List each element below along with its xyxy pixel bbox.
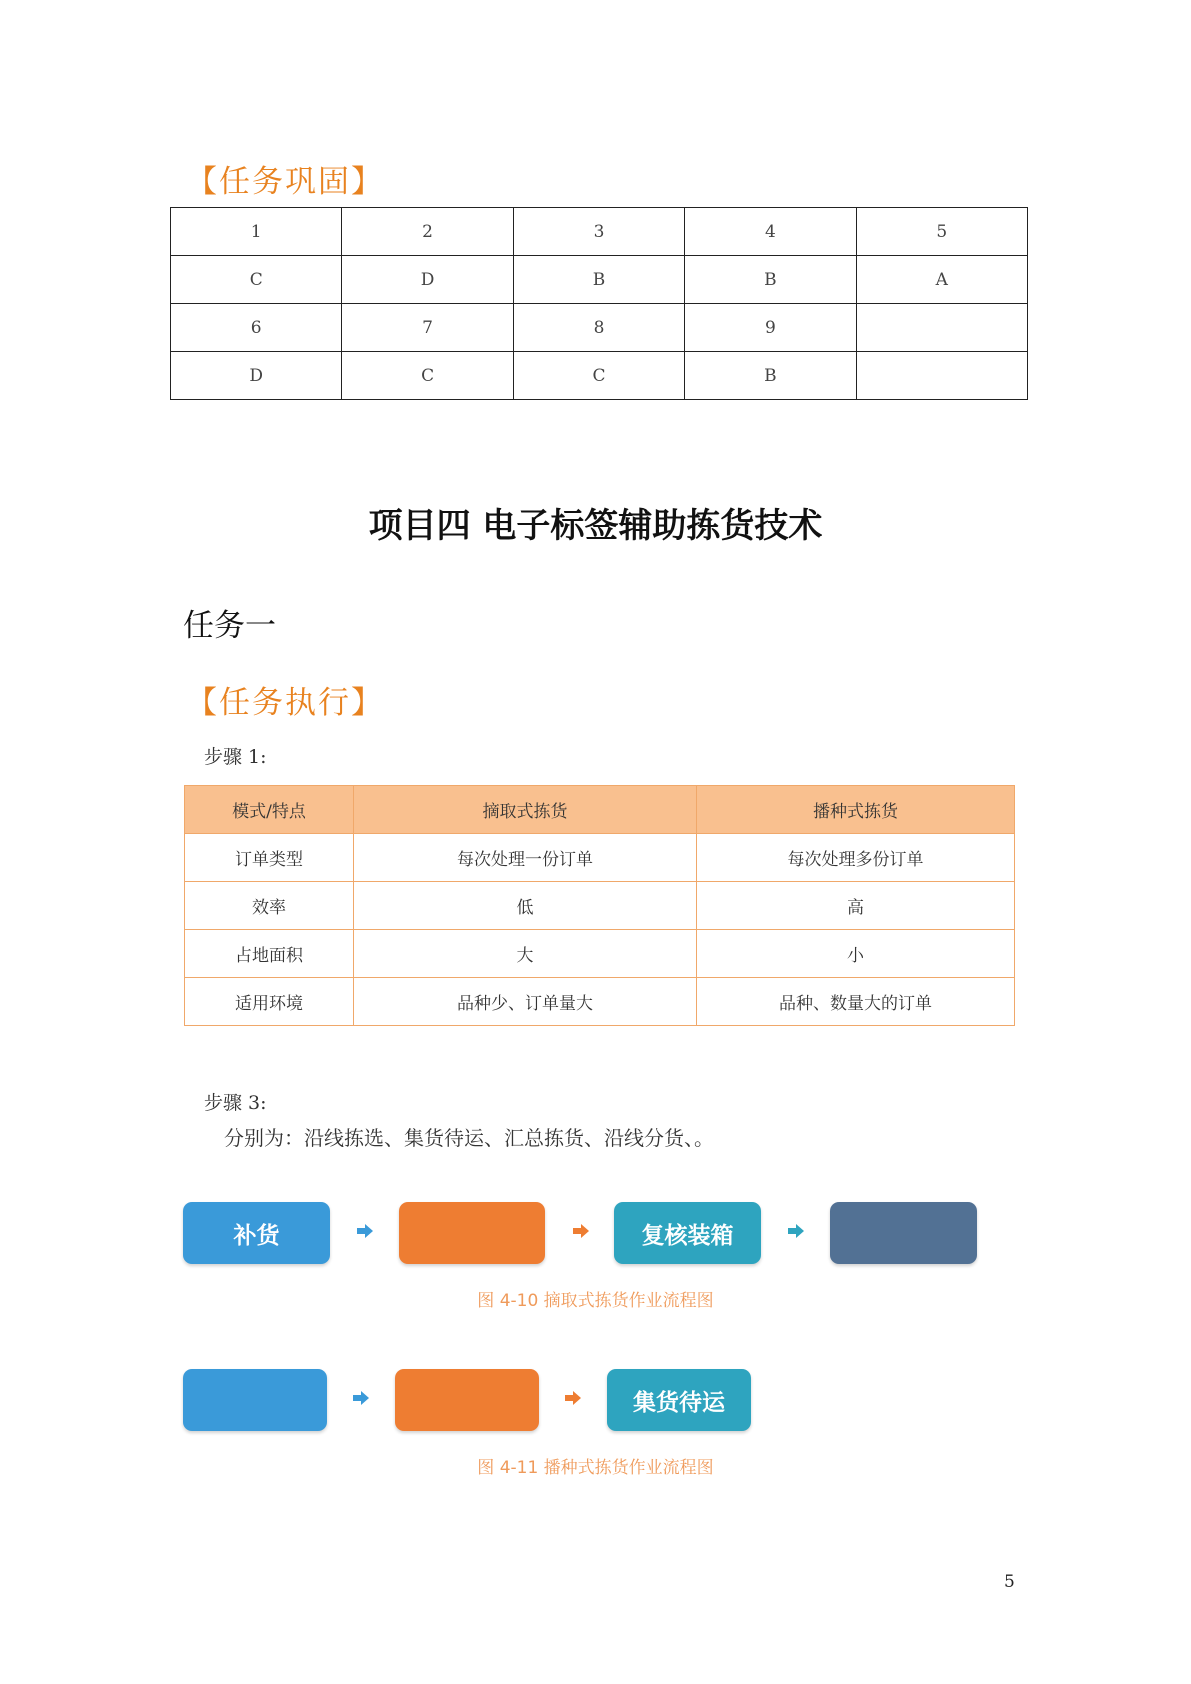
table-cell: 适用环境 [185, 978, 354, 1026]
column-header: 模式/特点 [185, 786, 354, 834]
arrow-right-icon [788, 1224, 804, 1238]
answer-cell: B [685, 256, 856, 304]
flow1-step-replenish: 补货 [183, 1202, 330, 1264]
answer-cell: 6 [171, 304, 342, 352]
flow1-caption: 图 4-10 摘取式拣货作业流程图 [477, 1291, 714, 1311]
answer-cell: 1 [171, 208, 342, 256]
answer-cell: 2 [342, 208, 513, 256]
table-row [171, 352, 1028, 400]
table-cell: 每次处理一份订单 [354, 834, 697, 882]
flow2-step-assemble-wait: 集货待运 [607, 1369, 751, 1431]
task-title: 任务一 [183, 608, 276, 644]
table-cell: 品种、数量大的订单 [697, 978, 1015, 1026]
table-row [185, 978, 1015, 1026]
table-row [185, 882, 1015, 930]
step3-label: 步骤 3: [204, 1092, 267, 1114]
answer-cell: A [856, 256, 1027, 304]
answer-cell: B [685, 352, 856, 400]
table-cell: 品种少、订单量大 [354, 978, 697, 1026]
answer-cell: 5 [856, 208, 1027, 256]
answer-cell: 4 [685, 208, 856, 256]
flow2-caption: 图 4-11 播种式拣货作业流程图 [477, 1458, 714, 1478]
arrow-right-icon [353, 1391, 369, 1405]
answer-cell [856, 352, 1027, 400]
table-cell: 每次处理多份订单 [697, 834, 1015, 882]
table-row [171, 208, 1028, 256]
flow1-step-recheck-pack: 复核装箱 [614, 1202, 761, 1264]
arrow-right-icon [573, 1224, 589, 1238]
table-row [185, 930, 1015, 978]
table-row [171, 256, 1028, 304]
answer-cell: C [342, 352, 513, 400]
comparison-table [184, 785, 1015, 1026]
table-row [171, 304, 1028, 352]
answer-cell: C [171, 256, 342, 304]
answer-cell: 8 [513, 304, 684, 352]
table-cell: 大 [354, 930, 697, 978]
answer-cell: D [342, 256, 513, 304]
table-cell: 高 [697, 882, 1015, 930]
answer-table [170, 207, 1028, 400]
page-number: 5 [1004, 1572, 1015, 1592]
column-header: 摘取式拣货 [354, 786, 697, 834]
flow2-step-1 [183, 1369, 327, 1431]
arrow-right-icon [357, 1224, 373, 1238]
answer-cell: 7 [342, 304, 513, 352]
execution-heading: 【任务执行】 [186, 685, 384, 721]
table-cell: 低 [354, 882, 697, 930]
flow1-step-2 [399, 1202, 545, 1264]
table-cell: 效率 [185, 882, 354, 930]
answer-cell: D [171, 352, 342, 400]
table-header-row [185, 786, 1015, 834]
arrow-right-icon [565, 1391, 581, 1405]
answer-cell: 3 [513, 208, 684, 256]
consolidation-heading: 【任务巩固】 [186, 164, 384, 200]
table-cell: 小 [697, 930, 1015, 978]
step1-label: 步骤 1: [204, 746, 267, 768]
flow2-step-2 [395, 1369, 539, 1431]
table-cell: 占地面积 [185, 930, 354, 978]
table-cell: 订单类型 [185, 834, 354, 882]
table-row [185, 834, 1015, 882]
answer-cell: B [513, 256, 684, 304]
flow1-step-4 [830, 1202, 977, 1264]
column-header: 播种式拣货 [697, 786, 1015, 834]
step3-answer: 分别为：沿线拣选、集货待运、汇总拣货、沿线分货、。 [224, 1126, 714, 1150]
answer-cell: C [513, 352, 684, 400]
answer-cell [856, 304, 1027, 352]
answer-cell: 9 [685, 304, 856, 352]
project-title: 项目四 电子标签辅助拣货技术 [368, 506, 823, 546]
